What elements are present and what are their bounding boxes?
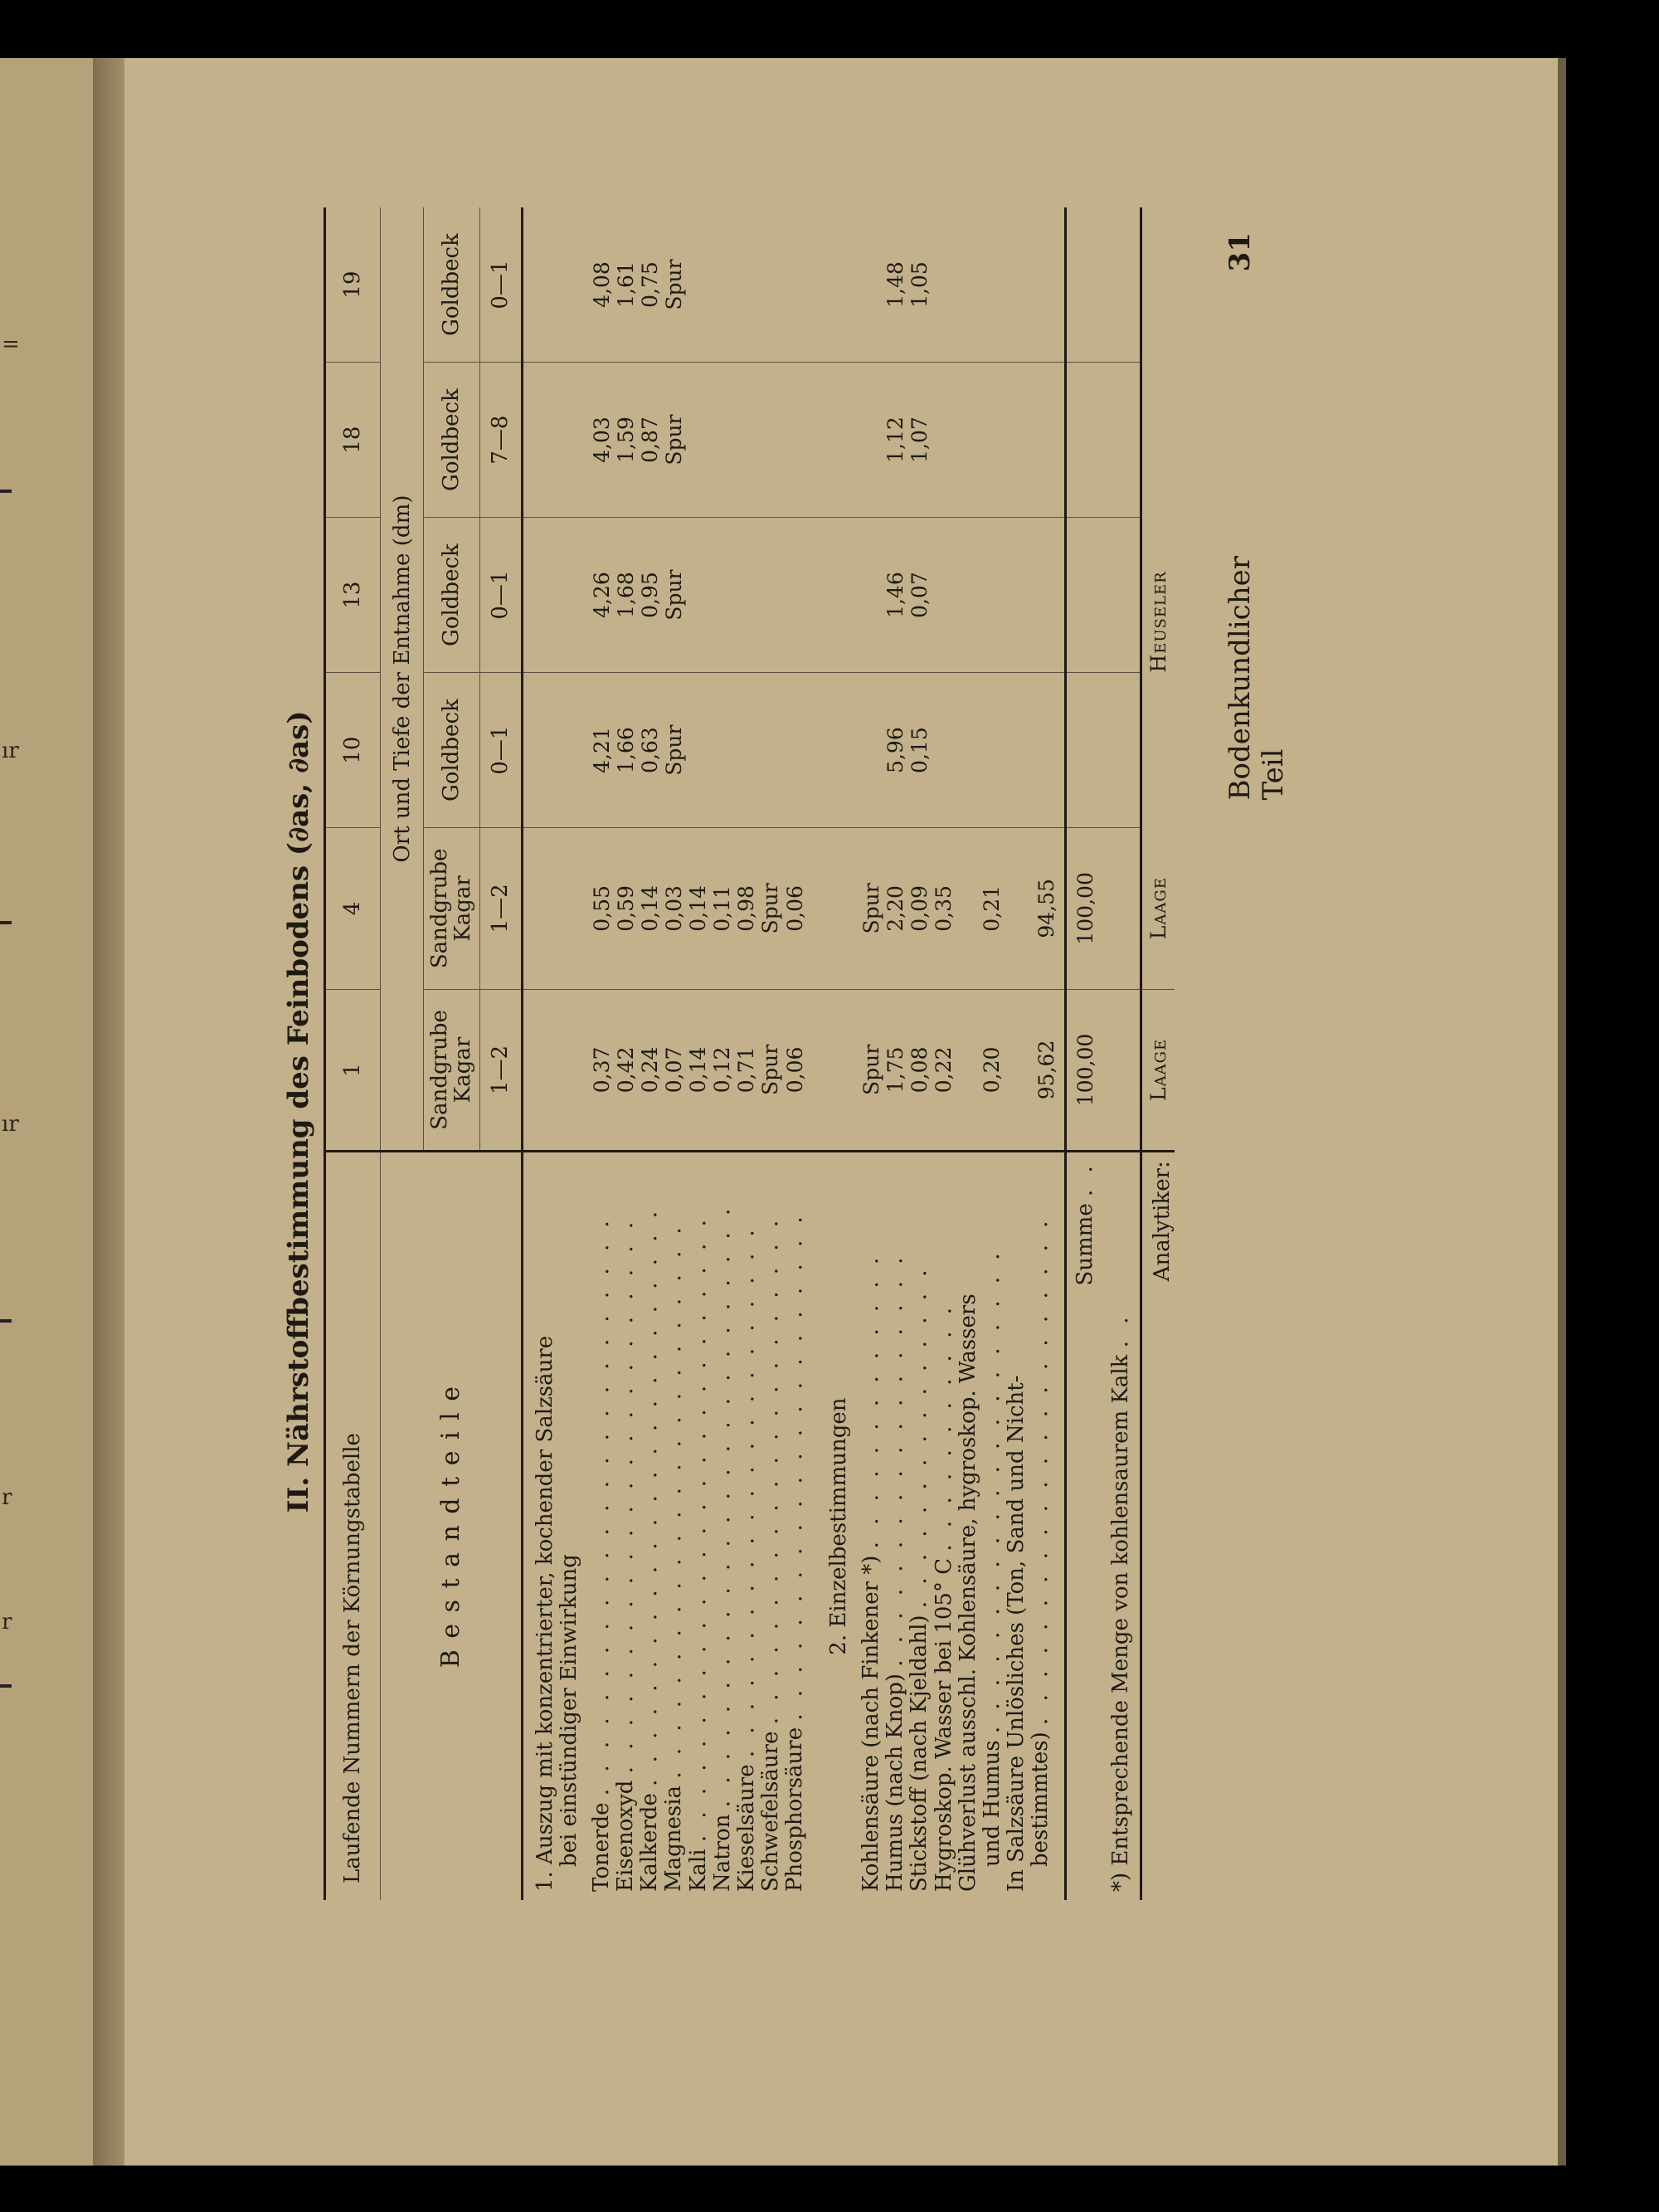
value-cell: [687, 207, 711, 363]
section1-heading-row: [522, 207, 557, 1900]
value-cell: [956, 207, 980, 363]
value-cell: 1,75: [883, 989, 907, 1152]
value-cell: [932, 363, 956, 518]
value-cell: 0,22: [932, 989, 956, 1152]
section1-heading-row: [557, 207, 590, 1900]
analyst-name: [1141, 673, 1175, 828]
value-cell: 0,37: [590, 989, 614, 1152]
row-label: In Salzsäure Unlösliches (Ton, Sand und Nicht-: [1003, 1375, 1029, 1892]
value-cell: Spur: [859, 828, 883, 990]
column-number: 10: [325, 673, 381, 828]
place-cell: Sandgrube Kagar: [424, 989, 480, 1152]
table-row: [590, 207, 614, 1900]
section2-heading-row: [807, 207, 859, 1900]
nutrient-table: [324, 207, 1175, 1900]
sum-label: Summe . .: [1073, 1161, 1098, 1286]
kalk-value: [1104, 828, 1141, 990]
analyst-name: [1141, 207, 1175, 363]
value-cell: 0,14: [638, 828, 662, 990]
value-cell: Spur: [759, 989, 783, 1152]
value-cell: [932, 518, 956, 673]
value-cell: 1,61: [614, 207, 638, 363]
table-row: [907, 207, 932, 1900]
value-cell: [687, 363, 711, 518]
value-cell: [735, 363, 759, 518]
value-cell: [759, 673, 783, 828]
column-number: 1: [325, 989, 381, 1152]
depth-cell: 1—2: [479, 989, 522, 1152]
value-cell: [1029, 673, 1066, 828]
value-cell: [759, 363, 783, 518]
kalk-row: [1104, 207, 1141, 1900]
row-label: Kohlensäure (nach Finkener *) . . . . . . . . . . . . .: [859, 1252, 884, 1892]
column-number: 19: [325, 207, 381, 363]
value-cell: [859, 518, 883, 673]
analyst-row: [1141, 207, 1175, 1900]
value-cell: [759, 207, 783, 363]
table-row: [783, 207, 807, 1900]
page-edge: [1558, 58, 1566, 2166]
depth-cell: 7—8: [479, 363, 522, 518]
depth-cell: 0—1: [479, 673, 522, 828]
table-row: [980, 207, 1005, 1900]
place-cell: Sandgrube Kagar: [424, 828, 480, 990]
value-cell: [735, 207, 759, 363]
header-row-place-depth: [381, 207, 424, 1900]
value-cell: [711, 673, 735, 828]
left-page-fragment: [0, 58, 98, 2166]
value-cell: 0,87: [638, 363, 662, 518]
value-cell: [956, 363, 980, 518]
kalk-value: [1104, 363, 1141, 518]
footnote-kalk: *) Entsprechende Menge von kohlensaurem Kalk . .: [1108, 1312, 1134, 1892]
row-label-header: Laufende Nummern der Körnungstabelle: [340, 1433, 365, 1883]
sum-value: [1066, 207, 1105, 363]
value-cell: Spur: [662, 673, 686, 828]
rotated-page-content: [207, 199, 1501, 2024]
row-label: Hygroskop. Wasser bei 105° C . . . . . . . . . . .: [931, 1303, 956, 1892]
analyst-name: Heuseler: [1146, 571, 1170, 673]
value-cell: [759, 518, 783, 673]
running-head-title: Bodenkundlicher Teil: [1224, 556, 1290, 801]
place-cell: Goldbeck: [424, 363, 480, 518]
sum-value: [1066, 363, 1105, 518]
value-cell: 0,07: [907, 518, 932, 673]
value-cell: 0,12: [711, 989, 735, 1152]
header-row-numbers: [325, 207, 381, 1900]
table-row: [687, 207, 711, 1900]
table-row: [1005, 207, 1029, 1900]
value-cell: [687, 518, 711, 673]
value-cell: [1005, 989, 1029, 1152]
left-page-mark: [0, 1319, 12, 1323]
value-cell: Spur: [662, 207, 686, 363]
value-cell: 4,26: [590, 518, 614, 673]
value-cell: [687, 673, 711, 828]
value-cell: 0,03: [662, 828, 686, 990]
depth-cell: 1—2: [479, 828, 522, 990]
book-gutter: [93, 58, 126, 2166]
row-label: Tonerde . . . . . . . . . . . . . . . . . . . . . . . . .: [589, 1216, 615, 1892]
value-cell: 0,71: [735, 989, 759, 1152]
value-cell: 95,62: [1029, 989, 1066, 1152]
place-cell: Goldbeck: [424, 518, 480, 673]
value-cell: [1005, 518, 1029, 673]
value-cell: [1005, 673, 1029, 828]
table-row: [614, 207, 638, 1900]
place-cell: Goldbeck: [424, 207, 480, 363]
column-number: 18: [325, 363, 381, 518]
value-cell: [1029, 363, 1066, 518]
value-cell: 0,14: [687, 989, 711, 1152]
value-cell: [783, 673, 807, 828]
value-cell: [735, 518, 759, 673]
value-cell: [980, 518, 1005, 673]
table-row: [883, 207, 907, 1900]
value-cell: [1005, 828, 1029, 990]
depth-cell: 0—1: [479, 207, 522, 363]
value-cell: [783, 207, 807, 363]
depth-cell: 0—1: [479, 518, 522, 673]
value-cell: 0,63: [638, 673, 662, 828]
sum-value: [1066, 518, 1105, 673]
value-cell: [956, 828, 980, 990]
value-cell: [859, 363, 883, 518]
value-cell: [980, 207, 1005, 363]
value-cell: 0,35: [932, 828, 956, 990]
row-label: Phosphorsäure . . . . . . . . . . . . . . . . . . . . . .: [782, 1211, 808, 1892]
value-cell: 4,21: [590, 673, 614, 828]
value-cell: [932, 207, 956, 363]
value-cell: 1,12: [883, 363, 907, 518]
value-cell: [1005, 363, 1029, 518]
table-row: [1029, 207, 1066, 1900]
kalk-value: [1104, 673, 1141, 828]
left-page-text: r: [2, 1610, 12, 1635]
value-cell: 0,59: [614, 828, 638, 990]
page-number: 31: [1224, 232, 1257, 272]
value-cell: [980, 673, 1005, 828]
value-cell: 0,95: [638, 518, 662, 673]
row-label: Humus (nach Knop) . . . . . . . . . . . . . . . . . .: [883, 1252, 908, 1892]
section-label: B e s t a n d t e i l e: [381, 1152, 523, 1900]
analyst-name: Laage: [1141, 989, 1175, 1152]
value-cell: 2,20: [883, 828, 907, 990]
value-cell: [735, 673, 759, 828]
value-cell: 0,75: [638, 207, 662, 363]
row-label: Kali . . . . . . . . . . . . . . . . . . . . . . . . . . .: [685, 1215, 711, 1892]
value-cell: [956, 989, 980, 1152]
sum-value: 100,00: [1066, 989, 1105, 1152]
row-label: Kalkerde . . . . . . . . . . . . . . . . . . . . . . . . .: [637, 1206, 663, 1892]
row-label: Natron . . . . . . . . . . . . . . . . . . . . . . . . . .: [709, 1203, 735, 1892]
value-cell: 0,55: [590, 828, 614, 990]
value-cell: 1,05: [907, 207, 932, 363]
row-label: Stickstoff (nach Kjeldahl) . . . . . . . . . . . . . . .: [907, 1264, 932, 1892]
sum-value: [1066, 673, 1105, 828]
value-cell: 0,42: [614, 989, 638, 1152]
row-label: Glühverlust ausschl. Kohlensäure, hygroskop. Wassers: [955, 1294, 980, 1892]
section1-subheading: bei einstündiger Einwirkung: [557, 1554, 582, 1867]
value-cell: 0,06: [783, 989, 807, 1152]
value-cell: 0,11: [711, 828, 735, 990]
left-page-text: r: [2, 1485, 12, 1510]
column-number: 4: [325, 828, 381, 990]
value-cell: 0,21: [980, 828, 1005, 990]
value-cell: [1005, 207, 1029, 363]
value-cell: [711, 363, 735, 518]
value-cell: 0,09: [907, 828, 932, 990]
value-cell: [1029, 518, 1066, 673]
table-row: [735, 207, 759, 1900]
left-page-mark: [0, 490, 12, 493]
table-row: [859, 207, 883, 1900]
column-number: 13: [325, 518, 381, 673]
table-row: [956, 207, 980, 1900]
value-cell: 1,46: [883, 518, 907, 673]
left-page-mark: [0, 1684, 12, 1688]
row-label: bestimmtes) . . . . . . . . . . . . . . . . . . . . . .: [1028, 1216, 1053, 1867]
left-page-text: ır: [2, 738, 19, 763]
value-cell: [859, 673, 883, 828]
value-cell: [711, 518, 735, 673]
value-cell: 1,68: [614, 518, 638, 673]
value-cell: 1,07: [907, 363, 932, 518]
sum-row: [1066, 207, 1105, 1900]
table-row: [662, 207, 686, 1900]
value-cell: 0,14: [687, 828, 711, 990]
analyst-label: Analytiker:: [1150, 1161, 1175, 1282]
value-cell: Spur: [759, 828, 783, 990]
place-cell: Goldbeck: [424, 673, 480, 828]
value-cell: [783, 518, 807, 673]
table-row: [932, 207, 956, 1900]
value-cell: [980, 363, 1005, 518]
kalk-value: [1104, 989, 1141, 1152]
table-title: II. Nährstoffbestimmung des Feinbodens (∂as, ∂as): [282, 710, 315, 1513]
table-row: [638, 207, 662, 1900]
row-label: Schwefelsäure . . . . . . . . . . . . . . . . . . . . . .: [757, 1215, 783, 1892]
value-cell: 0,06: [783, 828, 807, 990]
row-label: Magnesia . . . . . . . . . . . . . . . . . . . . . . . .: [661, 1222, 687, 1892]
value-cell: 5,96: [883, 673, 907, 828]
left-page-text: ır: [2, 1112, 19, 1137]
section1-heading: 1. Auszug mit konzentrierter, kochender Salzsäure: [532, 1335, 557, 1892]
value-cell: 0,20: [980, 989, 1005, 1152]
value-cell: [783, 363, 807, 518]
kalk-value: [1104, 207, 1141, 363]
value-cell: [1029, 207, 1066, 363]
table-row: [711, 207, 735, 1900]
value-cell: 0,98: [735, 828, 759, 990]
value-cell: [932, 673, 956, 828]
section2-heading: 2. Einzelbestimmungen: [826, 1397, 852, 1655]
value-cell: 94,55: [1029, 828, 1066, 990]
value-cell: [956, 673, 980, 828]
left-page-mark: [0, 921, 12, 924]
value-cell: Spur: [662, 363, 686, 518]
value-cell: 1,48: [883, 207, 907, 363]
sum-value: 100,00: [1066, 828, 1105, 990]
value-cell: [956, 518, 980, 673]
value-cell: Spur: [662, 518, 686, 673]
analyst-name: Laage: [1141, 828, 1175, 990]
value-cell: 0,24: [638, 989, 662, 1152]
row-label: und Humus . . . . . . . . . . . . . . . . . . . . .: [979, 1248, 1005, 1867]
value-cell: 1,66: [614, 673, 638, 828]
value-cell: [859, 207, 883, 363]
left-page-text: =: [2, 332, 20, 357]
table-row: [759, 207, 783, 1900]
value-cell: Spur: [859, 989, 883, 1152]
row-label: Kieselsäure . . . . . . . . . . . . . . . . . . . . . . .: [733, 1225, 759, 1892]
value-cell: [711, 207, 735, 363]
place-depth-header: Ort und Tiefe der Entnahme (dm): [381, 207, 424, 1152]
value-cell: 4,03: [590, 363, 614, 518]
value-cell: 1,59: [614, 363, 638, 518]
value-cell: 0,08: [907, 989, 932, 1152]
value-cell: 4,08: [590, 207, 614, 363]
kalk-value: [1104, 518, 1141, 673]
row-label: Eisenoxyd . . . . . . . . . . . . . . . . . . . . . . . .: [613, 1216, 639, 1892]
value-cell: 0,07: [662, 989, 686, 1152]
value-cell: 0,15: [907, 673, 932, 828]
